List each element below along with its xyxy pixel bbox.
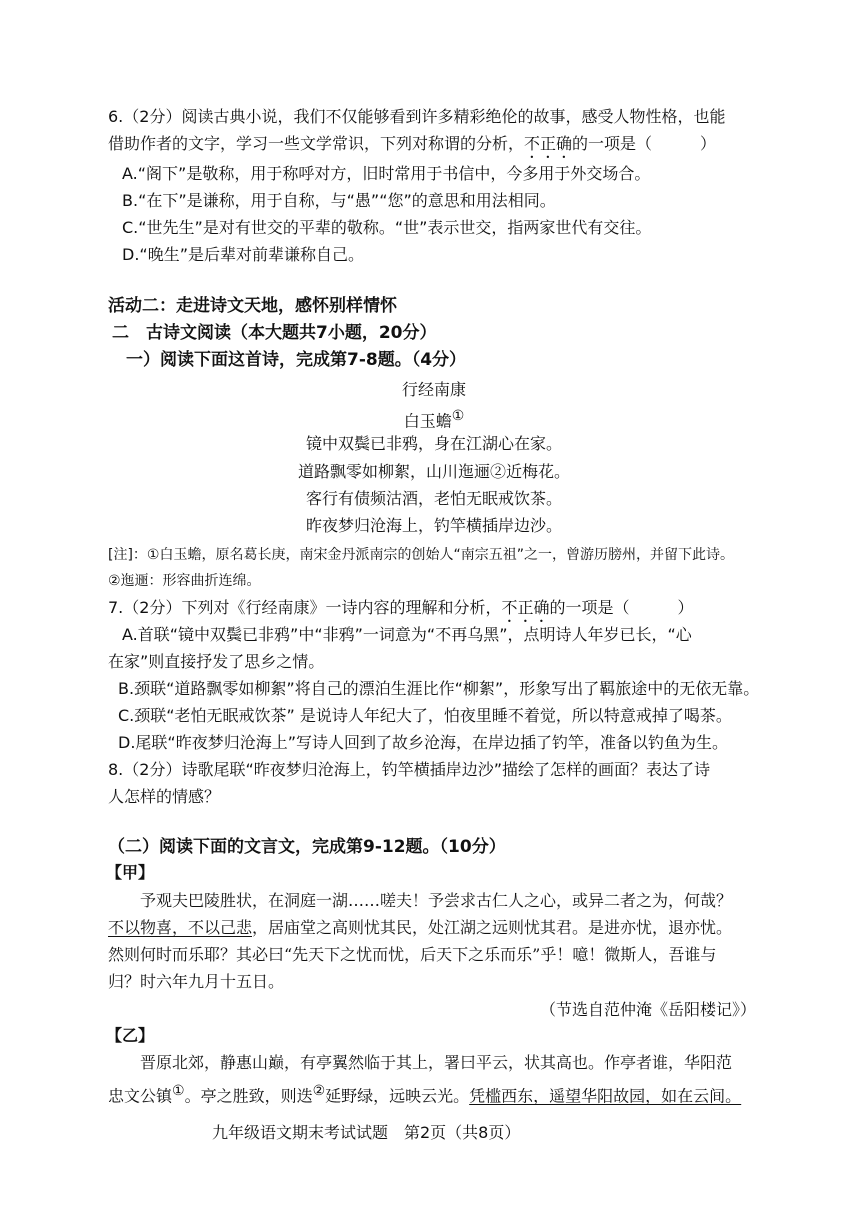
- q7-stem-tail: 的一项是（ ）: [549, 598, 694, 617]
- poem-author-line: [0, 405, 868, 432]
- jia-source: （节选自范仲淹《岳阳楼记》）: [539, 1000, 756, 1019]
- poem-author: 白玉蟾: [403, 411, 452, 431]
- section2-sub1-heading: 一）阅读下面这首诗，完成第7-8题。（4分）: [126, 350, 467, 370]
- q7-emphasis-not-correct: 不正确: [501, 598, 550, 617]
- q6-option-b: B.“在下”是谦称，用于自称，与“愚”“您”的意思和用法相同。: [122, 191, 556, 210]
- yi-line-2: [108, 1080, 741, 1107]
- jia-line-2: [108, 917, 732, 939]
- yi-note-mark-1: ①: [172, 1083, 185, 1099]
- poem-author-note-mark: ①: [451, 408, 465, 424]
- section2-sub2-heading: （二）阅读下面的文言文，完成第9-12题。（10分）: [108, 837, 506, 857]
- activity2-title: 活动二：走进诗文天地，感怀别样情怀: [108, 296, 397, 316]
- q7-option-a-line-1: A.首联“镜中双鬓已非鸦”中“非鸦”一词意为“不再乌黑”，点明诗人年岁已长，“心: [122, 625, 692, 644]
- q6-option-c: C.“世先生”是对有世交的平辈的敬称。“世”表示世交，指两家世代有交往。: [122, 218, 652, 237]
- page-footer: 九年级语文期末考试试题 第2页（共8页）: [212, 1123, 521, 1142]
- yi-note-mark-2: ②: [312, 1083, 326, 1099]
- jia-line-4: 归？时六年九月十五日。: [108, 972, 285, 991]
- yi-line-1: 晋原北郊，静惠山巅，有亭翼然临于其上，署曰平云，状其高也。作亭者谁，华阳范: [140, 1053, 733, 1072]
- yi-label: 【乙】: [106, 1026, 155, 1045]
- q6-stem-text: 借助作者的文字，学习一些文学常识，下列对称谓的分析，: [108, 134, 525, 153]
- jia-line-1: 予观夫巴陵胜状，在洞庭一湖……嗟夫！予尝求古仁人之心，或异二者之为，何哉？: [140, 891, 733, 910]
- yi-line-2-mid: 。亭之胜致，则迭: [184, 1086, 313, 1106]
- q7-option-b: B.颈联“道路飘零如柳絮”将自己的漂泊生涯比作“柳絮”，形象写出了羁旅途中的无依无靠。: [118, 679, 760, 698]
- poem-note-1: [注]：①白玉蟾，原名葛长庚，南宋金丹派南宗的创始人“南宗五祖”之一，曾游历膀州，并留下此诗。: [108, 547, 734, 563]
- poem-note-2: ②迤逦：形容曲折连绵。: [108, 573, 261, 589]
- section2-heading: 二 古诗文阅读（本大题共7小题，20分）: [112, 323, 437, 343]
- poem-line-3: 客行有债频沽酒，老怕无眠戒饮茶。: [305, 489, 562, 508]
- q7-option-d: D.尾联“昨夜梦归沧海上”写诗人回到了故乡沧海，在岸边插了钓竿，准备以钓鱼为生。: [118, 733, 728, 752]
- q8-line-2: 人怎样的情感？: [108, 787, 221, 806]
- q6-emphasis-not-correct: 不正确: [524, 134, 573, 153]
- q6-stem-tail: 的一项是（ ）: [572, 134, 717, 153]
- jia-line-3: 然则何时而乐耶？其必曰“先天下之忧而忧，后天下之乐而乐”乎！噫！微斯人，吾谁与: [108, 945, 717, 964]
- q6-stem-line-1: 6.（2分）阅读古典小说，我们不仅能够看到许多精彩绝伦的故事，感受人物性格，也能: [108, 107, 726, 126]
- q6-option-a: A.“阁下”是敬称，用于称呼对方，旧时常用于书信中，今多用于外交场合。: [122, 164, 651, 183]
- jia-line-2-rest: ，居庙堂之高则忧其民，处江湖之远则忧其君。是进亦忧，退亦忧。: [252, 918, 733, 937]
- poem-line-4: 昨夜梦归沧海上，钓竿横插岸边沙。: [305, 516, 562, 535]
- q7-option-c: C.颈联“老怕无眠戒饮茶” 是说诗人年纪大了，怕夜里睡不着觉，所以特意戒掉了喝茶。: [118, 706, 732, 725]
- q7-option-a-line-2: 在家”则直接抒发了思乡之情。: [108, 652, 325, 671]
- poem-title: 行经南康: [401, 380, 466, 399]
- poem-line-1: 镜中双鬓已非鸦，身在江湖心在家。: [305, 434, 562, 453]
- yi-line-2-start: 忠文公镇: [108, 1086, 173, 1106]
- q6-stem-line-2: [108, 133, 716, 162]
- jia-label: 【甲】: [106, 863, 155, 882]
- q7-stem-text: 7.（2分）下列对《行经南康》一诗内容的理解和分析，: [108, 598, 502, 617]
- q7-stem: [108, 597, 693, 626]
- yi-line-2-text: 延野绿，远映云光。: [325, 1086, 470, 1106]
- q6-option-d: D.“晚生”是后辈对前辈谦称自己。: [122, 245, 364, 264]
- jia-underlined-phrase: 不以物喜，不以己悲: [108, 918, 253, 937]
- poem-line-2: 道路飘零如柳絮，山川迤逦②近梅花。: [297, 462, 570, 481]
- q8-line-1: 8.（2分）诗歌尾联“昨夜梦归沧海上，钓竿横插岸边沙”描绘了怎样的画面？表达了诗: [108, 760, 711, 779]
- yi-underlined-sentence: 凭槛西东，遥望华阳故园，如在云间。: [469, 1086, 742, 1106]
